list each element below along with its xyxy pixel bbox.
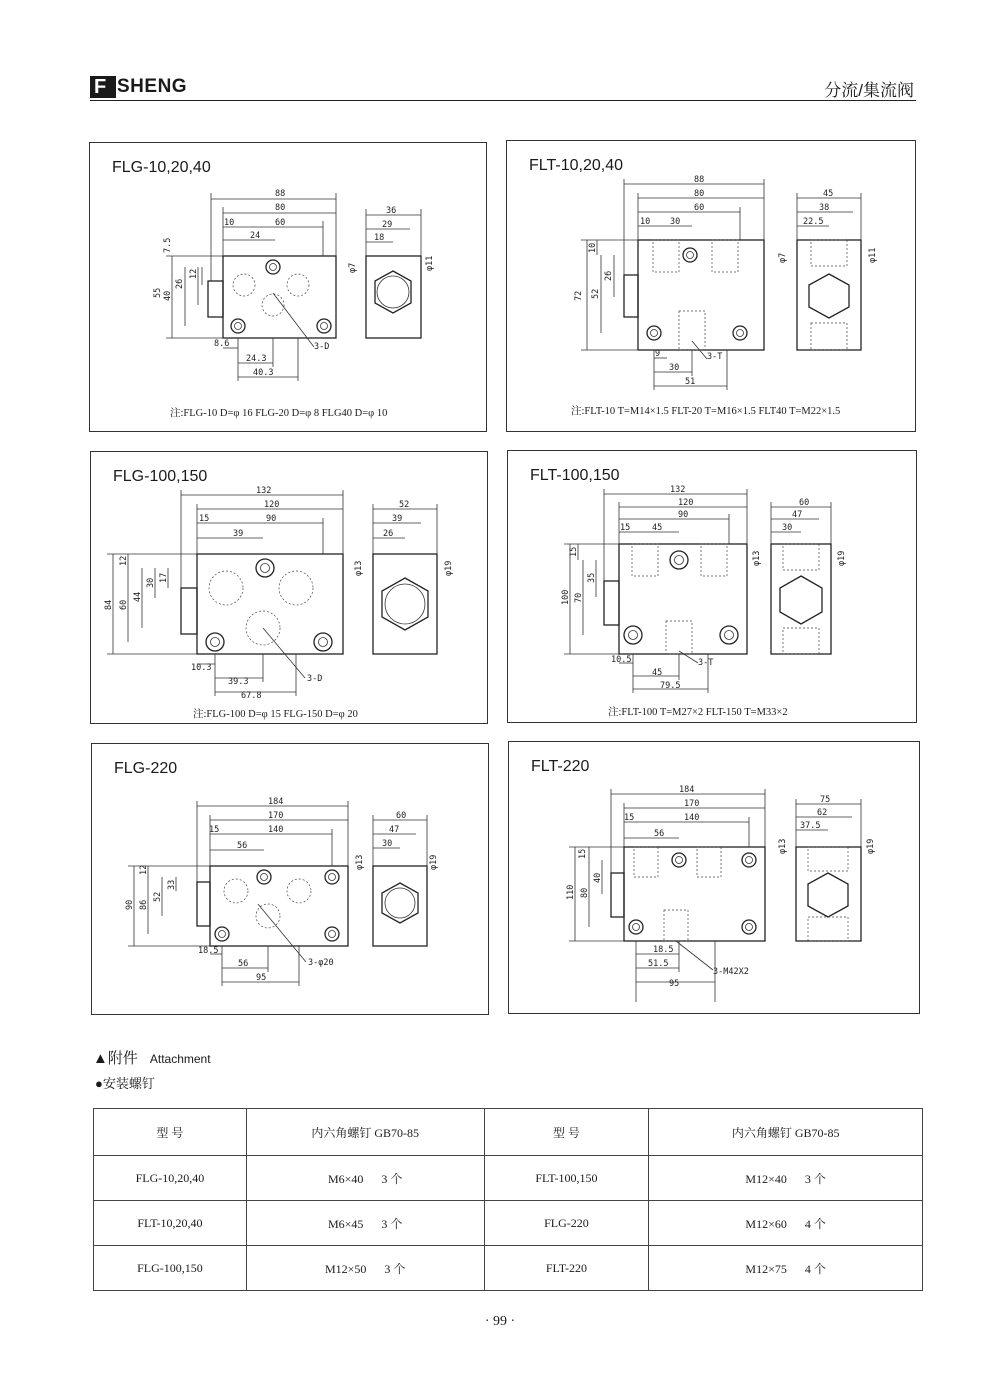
- dim-140: 140: [268, 825, 284, 835]
- dim-39b: 39: [392, 514, 403, 524]
- attachment-heading: [93, 1047, 211, 1068]
- screw-cell: M12×40 3 个: [649, 1156, 923, 1201]
- dim-37-5: 37.5: [800, 821, 821, 831]
- dim-170: 170: [684, 799, 700, 809]
- drawing-panel-flt-10: [506, 140, 916, 432]
- dim-12: 12: [139, 864, 149, 875]
- attachment-heading-en: Attachment: [149, 1052, 211, 1066]
- table-header-row: [94, 1109, 923, 1156]
- dim-40-3: 40.3: [253, 368, 274, 378]
- dia-13: φ13: [752, 550, 762, 566]
- dim-30: 30: [782, 523, 793, 533]
- dim-95: 95: [256, 973, 267, 983]
- panel-note: 注:FLT-10 T=M14×1.5 FLT-20 T=M16×1.5 FLT40 T=M22×1.5: [571, 406, 841, 417]
- dim-60: 60: [275, 218, 286, 228]
- header-rule: [90, 100, 916, 101]
- technical-drawing: [91, 452, 487, 723]
- technical-drawing: [509, 742, 919, 1013]
- dim-45: 45: [652, 523, 663, 533]
- dim-132: 132: [670, 485, 686, 495]
- dim-62: 62: [817, 808, 828, 818]
- dim-10b: 10: [588, 242, 598, 253]
- technical-drawing: [508, 451, 916, 722]
- dim-40: 40: [163, 290, 173, 301]
- dim-26: 26: [604, 270, 614, 281]
- dim-90: 90: [266, 514, 277, 524]
- dim-33: 33: [167, 879, 177, 890]
- panel-title: FLG-220: [114, 760, 178, 777]
- technical-drawing: [92, 744, 488, 1014]
- page-number: · 99 ·: [484, 1314, 516, 1329]
- table-row: [94, 1246, 923, 1291]
- model-cell: FLT-10,20,40: [94, 1201, 247, 1246]
- dim-95: 95: [669, 979, 680, 989]
- dim-17: 17: [159, 572, 169, 583]
- dim-30b: 30: [669, 363, 680, 373]
- port-label: 3-T: [698, 658, 714, 668]
- dim-86: 86: [139, 899, 149, 910]
- page-title: 分流/集流阀: [824, 81, 914, 100]
- brand-logo-text: SHENG: [117, 76, 188, 97]
- dim-24-3: 24.3: [246, 354, 267, 364]
- panel-title: FLT-220: [531, 758, 590, 775]
- panel-title: FLG-100,150: [113, 468, 208, 485]
- drawing-panel-flg-220: [91, 743, 489, 1015]
- dim-10: 10: [224, 218, 235, 228]
- model-cell: FLG-10,20,40: [94, 1156, 247, 1201]
- dim-35: 35: [587, 572, 597, 583]
- panel-title: FLG-10,20,40: [112, 159, 211, 176]
- dia-7: φ7: [778, 252, 788, 263]
- dim-75: 75: [820, 795, 831, 805]
- port-label: 3-M42X2: [713, 967, 749, 977]
- dia-13: φ13: [778, 838, 788, 854]
- dim-132: 132: [256, 486, 272, 496]
- model-cell: FLG-100,150: [94, 1246, 247, 1291]
- dim-15: 15: [620, 523, 631, 533]
- brand-logo-mark: F: [90, 76, 116, 98]
- dim-38: 38: [819, 203, 830, 213]
- table-header-cell: 内六角螺钉 GB70-85: [246, 1109, 484, 1156]
- dim-120: 120: [264, 500, 280, 510]
- dia-11: φ11: [868, 247, 878, 263]
- brand-logo: [90, 76, 187, 98]
- screw-cell: M12×50 3 个: [246, 1246, 484, 1291]
- dim-88: 88: [275, 189, 286, 199]
- dim-44: 44: [133, 591, 143, 602]
- dim-52: 52: [153, 891, 163, 902]
- dim-12: 12: [119, 555, 129, 566]
- dia-19: φ19: [866, 838, 876, 854]
- dia-7: φ7: [348, 262, 358, 273]
- panel-title: FLT-10,20,40: [529, 157, 623, 174]
- dim-184: 184: [679, 785, 695, 795]
- dim-30: 30: [670, 217, 681, 227]
- dim-39-3: 39.3: [228, 677, 249, 687]
- screw-cell: M6×40 3 个: [246, 1156, 484, 1201]
- dim-9: 9: [655, 349, 661, 359]
- dim-52: 52: [591, 288, 601, 299]
- dim-80: 80: [580, 887, 590, 898]
- dim-10-5: 10.5: [611, 655, 632, 665]
- dim-30: 30: [382, 839, 393, 849]
- table-row: [94, 1156, 923, 1201]
- dim-45b: 45: [652, 668, 663, 678]
- screw-cell: M12×75 4 个: [649, 1246, 923, 1291]
- panel-title: FLT-100,150: [530, 467, 620, 484]
- dim-51-5: 51.5: [648, 959, 669, 969]
- dim-90: 90: [678, 510, 689, 520]
- dim-47: 47: [389, 825, 400, 835]
- dim-22-5: 22.5: [803, 217, 824, 227]
- dim-29: 29: [382, 220, 393, 230]
- model-cell: FLT-220: [484, 1246, 649, 1291]
- dim-80: 80: [275, 203, 286, 213]
- dim-52: 52: [399, 500, 410, 510]
- screw-cell: M6×45 3 个: [246, 1201, 484, 1246]
- panel-note: 注:FLT-100 T=M27×2 FLT-150 T=M33×2: [608, 707, 788, 718]
- dia-11: φ11: [425, 255, 435, 271]
- dim-30: 30: [146, 577, 156, 588]
- model-cell: FLT-100,150: [484, 1156, 649, 1201]
- dim-18-5: 18.5: [198, 946, 219, 956]
- dim-26: 26: [383, 529, 394, 539]
- table-header-cell: 型 号: [484, 1109, 649, 1156]
- panel-note: 注:FLG-100 D=φ 15 FLG-150 D=φ 20: [193, 709, 358, 720]
- table-header-cell: 型 号: [94, 1109, 247, 1156]
- table-row: [94, 1201, 923, 1246]
- port-label: 3-φ20: [308, 958, 334, 968]
- panel-note: 注:FLG-10 D=φ 16 FLG-20 D=φ 8 FLG40 D=φ 10: [170, 408, 388, 419]
- dim-18: 18: [374, 233, 385, 243]
- dim-45: 45: [823, 189, 834, 199]
- dim-72: 72: [574, 290, 584, 301]
- dim-90: 90: [125, 899, 135, 910]
- dim-70: 70: [574, 592, 584, 603]
- drawing-panel-flg-100: [90, 451, 488, 724]
- model-cell: FLG-220: [484, 1201, 649, 1246]
- dia-13: φ13: [354, 560, 364, 576]
- dim-15: 15: [624, 813, 635, 823]
- dim-184: 184: [268, 797, 284, 807]
- dim-100: 100: [561, 589, 571, 605]
- port-label: 3-T: [707, 352, 723, 362]
- dim-15: 15: [209, 825, 220, 835]
- dim-56: 56: [654, 829, 665, 839]
- dia-13: φ13: [355, 854, 365, 870]
- dim-36: 36: [386, 206, 397, 216]
- technical-drawing: [90, 143, 486, 431]
- dim-60: 60: [119, 599, 129, 610]
- dim-170: 170: [268, 811, 284, 821]
- dim-15b: 15: [569, 546, 579, 557]
- dim-84: 84: [104, 599, 114, 610]
- attachment-subheading: ●安装螺钉: [95, 1076, 155, 1091]
- dim-15b: 15: [578, 848, 588, 859]
- dim-56: 56: [237, 841, 248, 851]
- dia-19: φ19: [444, 560, 454, 576]
- dim-56b: 56: [238, 959, 249, 969]
- dim-7-5: 7.5: [163, 237, 173, 253]
- dim-60: 60: [694, 203, 705, 213]
- dim-18-5: 18.5: [653, 945, 674, 955]
- dim-15: 15: [199, 514, 210, 524]
- dim-120: 120: [678, 498, 694, 508]
- dim-60: 60: [396, 811, 407, 821]
- dim-140: 140: [684, 813, 700, 823]
- dim-67-8: 67.8: [241, 691, 262, 701]
- dia-19: φ19: [837, 550, 847, 566]
- attachment-heading-zh: ▲附件: [93, 1050, 138, 1067]
- dim-10: 10: [640, 217, 651, 227]
- screw-table: [93, 1108, 923, 1291]
- dim-80: 80: [694, 189, 705, 199]
- dim-47: 47: [792, 510, 803, 520]
- port-label: 3-D: [314, 342, 330, 352]
- dim-10-3: 10.3: [191, 663, 212, 673]
- dim-110: 110: [566, 884, 576, 900]
- drawing-panel-flt-220: [508, 741, 920, 1014]
- dim-55: 55: [153, 287, 163, 298]
- dim-26: 26: [175, 278, 185, 289]
- table-header-cell: 内六角螺钉 GB70-85: [649, 1109, 923, 1156]
- dim-24: 24: [250, 231, 261, 241]
- drawing-panel-flt-100: [507, 450, 917, 723]
- dim-8-6: 8.6: [214, 339, 230, 349]
- dim-12: 12: [189, 268, 199, 279]
- screw-cell: M12×60 4 个: [649, 1201, 923, 1246]
- dim-88: 88: [694, 175, 705, 185]
- dim-60: 60: [799, 498, 810, 508]
- dim-40: 40: [593, 872, 603, 883]
- dim-39: 39: [233, 529, 244, 539]
- drawing-panel-flg-10: [89, 142, 487, 432]
- dim-79-5: 79.5: [660, 681, 681, 691]
- technical-drawing: [507, 141, 915, 431]
- dim-51: 51: [685, 377, 696, 387]
- dia-19: φ19: [429, 854, 439, 870]
- port-label: 3-D: [307, 674, 323, 684]
